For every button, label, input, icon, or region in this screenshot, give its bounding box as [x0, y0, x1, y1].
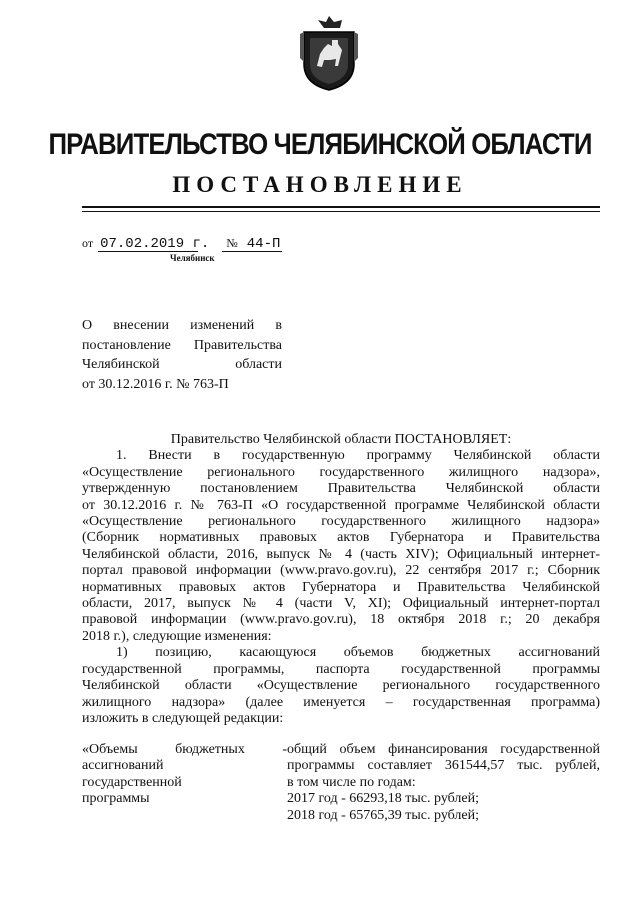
body-line: Челябинской области, 2016, выпуск № 4 (часть XIV); Официальный интернет-	[82, 546, 600, 562]
table-right-line: программы составляет 361544,57 тыс. рублей,	[287, 758, 600, 774]
body-heading: Правительство Челябинской области ПОСТАНОВЛЯЕТ:	[170, 432, 512, 447]
date-number-row	[82, 236, 280, 252]
body-line: (Сборник нормативных правовых актов Губернатора и Правительства	[82, 530, 600, 546]
table-right-line: в том числе по годам:	[287, 774, 416, 790]
document-type-title: ПОСТАНОВЛЕНИЕ	[172, 172, 468, 197]
body-line: «Осуществление регионального государственного жилищного надзора»	[82, 514, 600, 530]
table-right-line: 2018 год - 65765,39 тыс. рублей;	[287, 807, 480, 823]
table-right-column	[287, 742, 600, 824]
header-rule-thin	[82, 211, 600, 212]
subject-line: постановление Правительства	[82, 337, 282, 353]
body-line: 1) позицию, касающуюся объемов бюджетных ассигнований	[116, 645, 600, 661]
body-line: от 30.12.2016 г. № 763-П «О государственной программе Челябинской области	[82, 497, 600, 513]
date-prefix: от	[82, 236, 94, 250]
subject-line: от 30.12.2016 г. № 763-П	[82, 376, 229, 392]
body-line: утвержденную постановлением Правительства Челябинской области	[82, 481, 600, 497]
document-subject	[82, 316, 282, 394]
table-left-line: программы	[82, 791, 150, 807]
table-left-line: «Объемы бюджетных -	[82, 742, 287, 757]
subject-line: О внесении изменений в	[82, 318, 282, 333]
header-rule-thick	[82, 206, 600, 208]
body-line: правовой информации (www.pravo.gov.ru), 18 октября 2018 г.; 20 декабря	[82, 612, 600, 628]
date-underline	[98, 251, 198, 252]
body-line: государственной программы, паспорта государственной программы	[82, 661, 600, 677]
table-right-line: 2017 год - 66293,18 тыс. рублей;	[287, 791, 480, 807]
body-line: области, 2017, выпуск № 4 (части V, XI); Официальный интернет-портал	[82, 596, 600, 612]
body-line: изложить в следующей редакции:	[82, 710, 284, 726]
document-number: 44-П	[246, 236, 281, 252]
body-line: нормативных правовых актов Губернатора и Правительства Челябинской	[82, 579, 600, 595]
body-line: жилищного надзора» (далее именуется – государственная программа)	[82, 694, 600, 710]
coat-of-arms-emblem	[298, 14, 360, 92]
body-lines	[82, 448, 600, 727]
table-left-column	[82, 742, 287, 808]
body-line: 2018 г.), следующие изменения:	[82, 628, 272, 644]
body-line: 1. Внести в государственную программу Челябинской области	[116, 448, 600, 464]
number-underline	[222, 251, 282, 252]
body-line: портал правовой информации (www.pravo.gov.ru), 22 сентября 2017 г.; Сборник	[82, 563, 600, 579]
document-date: 07.02.2019 г.	[100, 236, 210, 252]
city-label: Челябинск	[170, 253, 215, 263]
document-body	[82, 432, 600, 727]
table-left-line: государственной	[82, 774, 182, 790]
table-left-line: ассигнований	[82, 758, 164, 774]
table-right-line: общий объем финансирования государственной	[287, 742, 600, 757]
number-prefix: №	[226, 236, 238, 250]
body-line: Челябинской области «Осуществление регионального государственного	[82, 678, 600, 694]
subject-line: Челябинской области	[82, 357, 282, 372]
organization-title: ПРАВИТЕЛЬСТВО ЧЕЛЯБИНСКОЙ ОБЛАСТИ	[48, 128, 592, 161]
body-line: «Осуществление регионального государственного жилищного надзора»,	[82, 464, 600, 480]
